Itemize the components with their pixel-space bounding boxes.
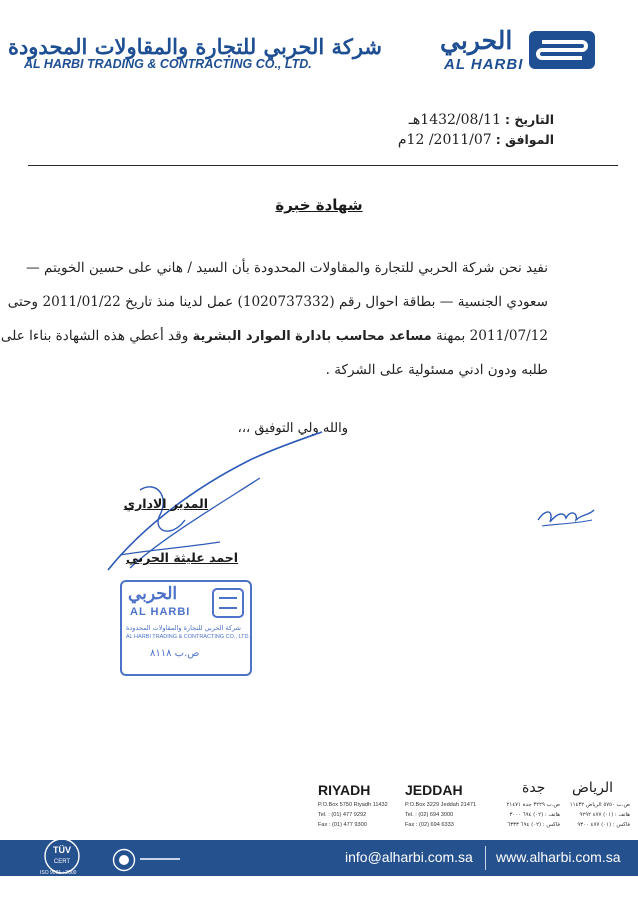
footer-riyadh-details: [318, 800, 388, 830]
stamp-logo-english: AL HARBI: [130, 606, 191, 618]
footer-jeddah-tel: Tel. : (02) 694 3000: [405, 812, 454, 818]
footer-riyadh-tel: Tel. : (01) 477 9292: [318, 812, 367, 818]
stamp-logo-arabic: الحربي: [128, 584, 178, 604]
company-stamp: [120, 580, 252, 676]
footer-jeddah-fax: Fax : (02) 694 6333: [405, 822, 454, 828]
footer-jeddah-title-arabic: جدة: [522, 780, 546, 796]
footer-website-link[interactable]: www.alharbi.com.sa: [496, 849, 621, 865]
signatory-role: المدير الاداري: [123, 496, 208, 511]
gregorian-date-row: [398, 132, 554, 148]
hijri-date-row: [409, 112, 554, 128]
logo-english-wordmark: AL HARBI: [444, 56, 524, 73]
footer-jeddah-title: JEDDAH: [405, 782, 463, 798]
footer-riyadh-title: RIYADH: [318, 782, 371, 798]
signatory-name: احمد عليثة الحربي: [125, 550, 238, 565]
body-line-3-start: 2011/07/12 بمهنة: [436, 328, 548, 344]
body-line-1: نفيد نحن شركة الحربي للتجارة والمقاولات المحدودة بأن السيد / هاني على حسين الخويتم —: [26, 260, 548, 276]
body-line-3-end: وقد أعطي هذه الشهادة بناءا على: [0, 328, 189, 344]
footer-bar-divider: [485, 846, 486, 870]
footer-email-link[interactable]: info@alharbi.com.sa: [345, 849, 473, 865]
footer-riyadh-po-arabic: ص.ب ٥٧٥٠ الرياض ١١٤٣٢: [569, 802, 630, 808]
footer-riyadh-fax-arabic: فاكس : (٠١) ٤٧٧ ٩٣٠٠: [577, 822, 630, 828]
footer-jeddah-po: P.O.Box 3229 Jeddah 21471: [405, 802, 477, 808]
certification-seal-icon: [112, 848, 136, 872]
footer-jeddah-fax-arabic: فاكس : (٠٢) ٦٩٤ ٦٣٣٣: [507, 822, 560, 828]
footer-riyadh-po: P.O.Box 5750 Riyadh 11432: [318, 802, 388, 808]
footer-riyadh-fax: Fax : (01) 477 9300: [318, 822, 367, 828]
gregorian-date-value: 2011/07/ 12م: [397, 132, 492, 148]
company-logo-icon: [528, 30, 596, 70]
stamp-logo-icon: [212, 588, 244, 618]
company-name-english: AL HARBI TRADING & CONTRACTING CO., LTD.: [24, 57, 312, 71]
footer-jeddah-tel-arabic: هاتف : (٠٢) ٦٩٤ ٣٠٠٠: [509, 812, 560, 818]
hijri-date-value: 1432/08/11هـ: [408, 112, 501, 128]
logo-arabic-wordmark: الحربي: [440, 26, 513, 55]
job-title: مساعد محاسب بادارة الموارد البشرية: [192, 329, 432, 344]
footer-riyadh-details-arabic: [564, 800, 630, 830]
stamp-company-english: AL HARBI TRADING & CONTRACTING CO., LTD.: [126, 634, 250, 640]
stamp-po-box: ص.ب ٨١١٨: [150, 648, 200, 659]
gregorian-date-label: الموافق :: [495, 132, 554, 147]
header-divider: [28, 165, 618, 166]
hijri-date-label: التاريخ :: [504, 112, 554, 127]
iso-certification-label: ISO 9001 : 2000: [40, 870, 77, 876]
footer-jeddah-po-arabic: ص.ب ٣٢٢٩ جدة ٢١٤٧١: [506, 802, 560, 808]
company-name-arabic: شركة الحربي للتجارة والمقاولات المحدودة: [7, 34, 382, 59]
svg-text:CERT: CERT: [53, 859, 71, 865]
body-line-2: سعودي الجنسية — بطاقة احوال رقم (1020737332) عمل لدينا منذ تاريخ 2011/01/22 وحتى: [7, 294, 548, 310]
closing-phrase: والله ولي التوفيق ،،،: [237, 421, 348, 436]
svg-text:TÜV: TÜV: [53, 845, 71, 855]
footer-jeddah-details-arabic: [498, 800, 560, 830]
certification-caption-line: [140, 858, 180, 860]
stamp-company-arabic: شركة الحربي للتجارة والمقاولات المحدودة: [126, 624, 241, 632]
footer-jeddah-details: [405, 800, 476, 830]
document-title: شهادة خبرة: [275, 196, 363, 214]
body-line-4: طلبه ودون ادني مسئولية على الشركة .: [325, 362, 548, 378]
footer-riyadh-tel-arabic: هاتف : (٠١) ٤٧٧ ٩٢٩٢: [579, 812, 630, 818]
footer-riyadh-title-arabic: الرياض: [572, 780, 613, 796]
body-line-3: [1, 328, 548, 344]
initials-icon: [534, 498, 598, 532]
